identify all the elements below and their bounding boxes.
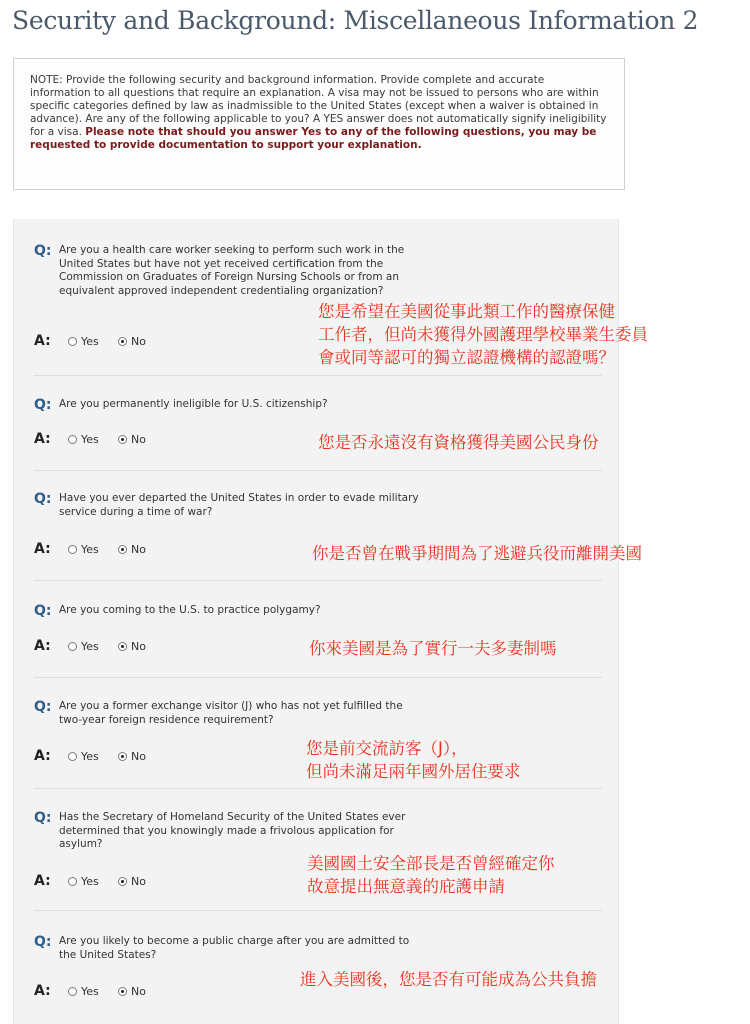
radio-no[interactable] (118, 433, 146, 446)
radio-no-label: No (131, 985, 146, 998)
annotation-line: 工作者，但尚未獲得外國護理學校畢業生委員 (318, 325, 648, 344)
radio-yes-circle[interactable] (68, 435, 77, 444)
q-label: Q: (34, 243, 52, 259)
annotation-line: 您是否永遠沒有資格獲得美國公民身份 (318, 433, 599, 452)
radio-no-label: No (131, 640, 146, 653)
radio-yes-label: Yes (81, 640, 99, 653)
radio-yes-label: Yes (81, 433, 99, 446)
radio-no-circle[interactable] (118, 987, 127, 996)
translation-annotation (318, 300, 648, 369)
translation-annotation (309, 637, 557, 660)
radio-yes-circle[interactable] (68, 877, 77, 886)
radio-yes[interactable] (68, 750, 99, 763)
a-label: A: (34, 541, 51, 557)
radio-yes-circle[interactable] (68, 642, 77, 651)
translation-annotation (306, 737, 521, 783)
radio-yes-label: Yes (81, 750, 99, 763)
note-text: NOTE: Provide the following security and background information. Provide complete and accurate information to all questions that require an explanation. A visa may not be issued to persons who are within specific categories defined by law as inadmissible to the United States (except when a waiver is obtained in advance). Are any of the following applicable to you? A YES answer does not automatically signify ineligibility for a visa. (30, 74, 607, 138)
annotation-line: 進入美國後，您是否有可能成為公共負擔 (300, 970, 597, 989)
radio-no[interactable] (118, 985, 146, 998)
q-label: Q: (34, 603, 52, 619)
annotation-line: 故意提出無意義的庇護申請 (307, 877, 505, 896)
radio-yes-label: Yes (81, 335, 99, 348)
radio-no-label: No (131, 750, 146, 763)
radio-yes[interactable] (68, 543, 99, 556)
divider (34, 910, 602, 911)
radio-yes-circle[interactable] (68, 545, 77, 554)
radio-no-label: No (131, 335, 146, 348)
q-label: Q: (34, 491, 52, 507)
radio-no-circle[interactable] (118, 337, 127, 346)
question-text: Are you permanently ineligible for U.S. citizenship? (59, 398, 328, 410)
q-label: Q: (34, 934, 52, 950)
radio-yes[interactable] (68, 335, 99, 348)
a-label: A: (34, 638, 51, 654)
annotation-line: 但尚未滿足兩年國外居住要求 (306, 762, 521, 781)
radio-no[interactable] (118, 335, 146, 348)
radio-yes[interactable] (68, 985, 99, 998)
radio-yes-label: Yes (81, 875, 99, 888)
radio-no[interactable] (118, 750, 146, 763)
note-bold-warning: Please note that should you answer Yes to any of the following questions, you may be requested to provide documentation to support your explanation. (30, 126, 597, 151)
divider (34, 677, 602, 678)
radio-no[interactable] (118, 875, 146, 888)
annotation-line: 美國國土安全部長是否曾經確定你 (307, 854, 555, 873)
radio-yes-label: Yes (81, 543, 99, 556)
radio-no-circle[interactable] (118, 752, 127, 761)
q-label: Q: (34, 810, 52, 826)
a-label: A: (34, 333, 51, 349)
annotation-line: 您是希望在美國從事此類工作的醫療保健 (318, 302, 615, 321)
question-text: Are you a former exchange visitor (J) who has not yet fulfilled the two-year foreign residence requirement? (59, 700, 403, 726)
radio-yes-circle[interactable] (68, 337, 77, 346)
radio-no[interactable] (118, 543, 146, 556)
radio-yes[interactable] (68, 640, 99, 653)
translation-annotation (307, 852, 555, 898)
annotation-line: 你是否曾在戰爭期間為了逃避兵役而離開美國 (312, 544, 642, 563)
radio-yes-circle[interactable] (68, 987, 77, 996)
a-label: A: (34, 983, 51, 999)
radio-yes[interactable] (68, 433, 99, 446)
radio-no-label: No (131, 875, 146, 888)
radio-no-circle[interactable] (118, 642, 127, 651)
radio-yes[interactable] (68, 875, 99, 888)
radio-no-label: No (131, 543, 146, 556)
a-label: A: (34, 748, 51, 764)
radio-no-circle[interactable] (118, 435, 127, 444)
annotation-line: 你來美國是為了實行一夫多妻制嗎 (309, 639, 557, 658)
question-text: Are you likely to become a public charge after you are admitted to the United States? (59, 935, 410, 961)
radio-no-circle[interactable] (118, 877, 127, 886)
question-text: Has the Secretary of Homeland Security of the United States ever determined that you knowingly made a frivolous application for asylum? (59, 811, 406, 850)
radio-no-label: No (131, 433, 146, 446)
radio-no-circle[interactable] (118, 545, 127, 554)
page-title: Security and Background: Miscellaneous Information 2 (12, 6, 699, 35)
translation-annotation (318, 431, 599, 454)
a-label: A: (34, 873, 51, 889)
divider (34, 470, 602, 471)
annotation-line: 會或同等認可的獨立認證機構的認證嗎？ (318, 348, 615, 367)
question-text: Are you coming to the U.S. to practice polygamy? (59, 604, 321, 616)
q-label: Q: (34, 699, 52, 715)
a-label: A: (34, 431, 51, 447)
q-label: Q: (34, 397, 52, 413)
radio-yes-circle[interactable] (68, 752, 77, 761)
divider (34, 580, 602, 581)
annotation-line: 您是前交流訪客（J）， (306, 739, 468, 758)
translation-annotation (312, 542, 642, 565)
divider (34, 375, 602, 376)
question-text: Have you ever departed the United States in order to evade military service during a time of war? (59, 492, 419, 518)
question-text: Are you a health care worker seeking to perform such work in the United States but have not yet received certification from the Commission on Graduates of Foreign Nursing Schools or from an equivalent approved independent credentialing organization? (59, 244, 405, 297)
translation-annotation (300, 968, 597, 991)
radio-yes-label: Yes (81, 985, 99, 998)
radio-no[interactable] (118, 640, 146, 653)
note-box (13, 58, 625, 190)
divider (34, 788, 602, 789)
